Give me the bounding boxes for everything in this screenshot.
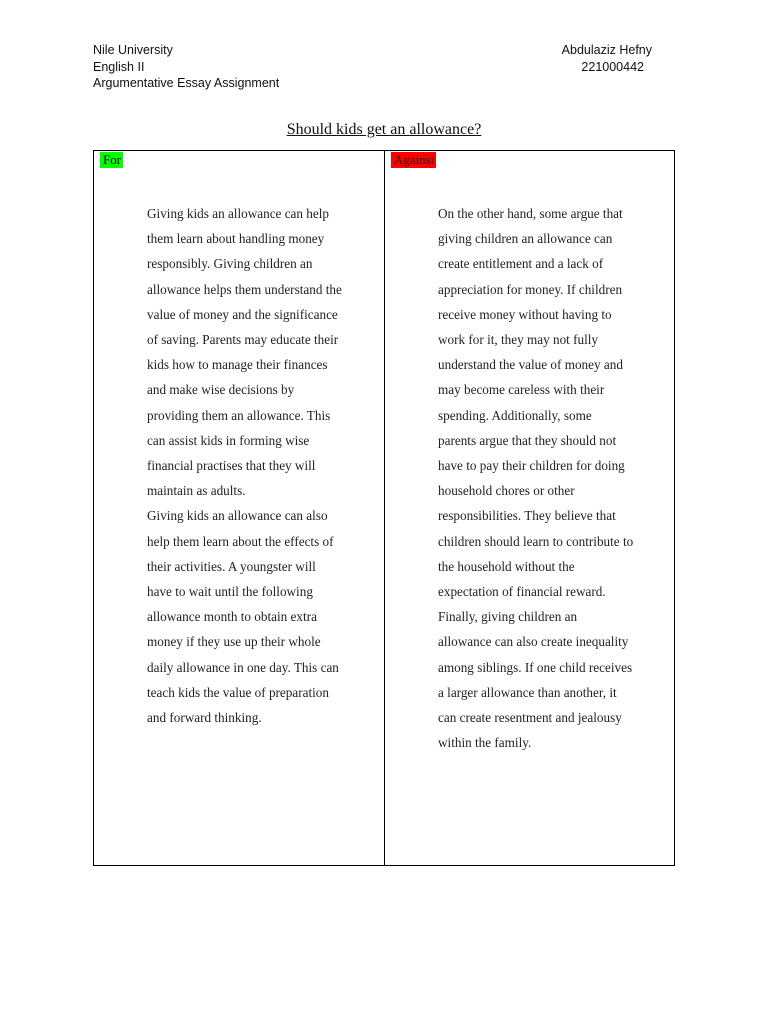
against-heading: Against xyxy=(391,152,436,168)
text-line: understand the value of money and xyxy=(438,357,623,373)
header-right xyxy=(562,42,652,75)
for-body-text xyxy=(147,201,379,730)
text-line: have to pay their children for doing xyxy=(438,458,625,474)
text-line: within the family. xyxy=(438,735,532,751)
text-line: have to wait until the following xyxy=(147,584,313,600)
text-line: can assist kids in forming wise xyxy=(147,432,310,448)
text-line: parents argue that they should not xyxy=(438,432,617,448)
text-line: their activities. A youngster will xyxy=(147,558,316,574)
text-line: financial practises that they will xyxy=(147,458,316,474)
text-line: Finally, giving children an xyxy=(438,609,578,625)
text-line: children should learn to contribute to xyxy=(438,533,634,549)
text-line: among siblings. If one child receives xyxy=(438,659,633,675)
text-line: and forward thinking. xyxy=(147,710,262,726)
assignment-name: Argumentative Essay Assignment xyxy=(93,76,280,90)
text-line: daily allowance in one day. This can xyxy=(147,659,339,675)
text-line: responsibilities. They believe that xyxy=(438,508,616,524)
text-line: allowance helps them understand the xyxy=(147,281,342,297)
text-line: a larger allowance than another, it xyxy=(438,684,617,700)
author-name: Abdulaziz Hefny xyxy=(561,43,652,57)
text-line: and make wise decisions by xyxy=(147,382,295,398)
text-line: them learn about handling money xyxy=(147,231,325,247)
text-line: work for it, they may not fully xyxy=(438,332,599,348)
text-line: Giving kids an allowance can help xyxy=(147,206,330,221)
text-line: allowance can also create inequality xyxy=(438,634,629,650)
text-line: responsibly. Giving children an xyxy=(147,256,313,272)
text-line: help them learn about the effects of xyxy=(147,533,334,549)
text-line: teach kids the value of preparation xyxy=(147,684,329,700)
text-line: the household without the xyxy=(438,558,575,574)
against-body-text xyxy=(438,201,674,755)
text-line: expectation of financial reward. xyxy=(438,584,606,600)
course-name: English II xyxy=(93,59,145,74)
text-line: value of money and the significance xyxy=(147,306,338,322)
for-heading: For xyxy=(100,152,123,168)
text-line: of saving. Parents may educate their xyxy=(147,332,339,348)
against-column xyxy=(385,151,674,865)
text-line: allowance month to obtain extra xyxy=(147,609,317,625)
text-line: appreciation for money. If children xyxy=(438,281,623,297)
text-line: money if they use up their whole xyxy=(147,634,321,650)
text-line: spending. Additionally, some xyxy=(438,407,592,423)
text-line: may become careless with their xyxy=(438,382,605,398)
text-line: giving children an allowance can xyxy=(438,231,613,247)
for-column xyxy=(94,151,385,865)
essay-title: Should kids get an allowance? xyxy=(286,121,482,138)
text-line: providing them an allowance. This xyxy=(147,407,331,423)
student-id: 221000442 xyxy=(581,59,644,74)
text-line: can create resentment and jealousy xyxy=(438,710,622,726)
text-line: create entitlement and a lack of xyxy=(438,256,604,272)
text-line: receive money without having to xyxy=(438,306,612,322)
text-line: household chores or other xyxy=(438,483,575,499)
text-line: maintain as adults. xyxy=(147,483,246,499)
text-line: On the other hand, some argue that xyxy=(438,206,623,221)
university-name: Nile University xyxy=(93,43,173,57)
header-left xyxy=(93,42,279,92)
text-line: Giving kids an allowance can also xyxy=(147,508,328,524)
argument-table xyxy=(93,150,675,866)
text-line: kids how to manage their finances xyxy=(147,357,328,373)
